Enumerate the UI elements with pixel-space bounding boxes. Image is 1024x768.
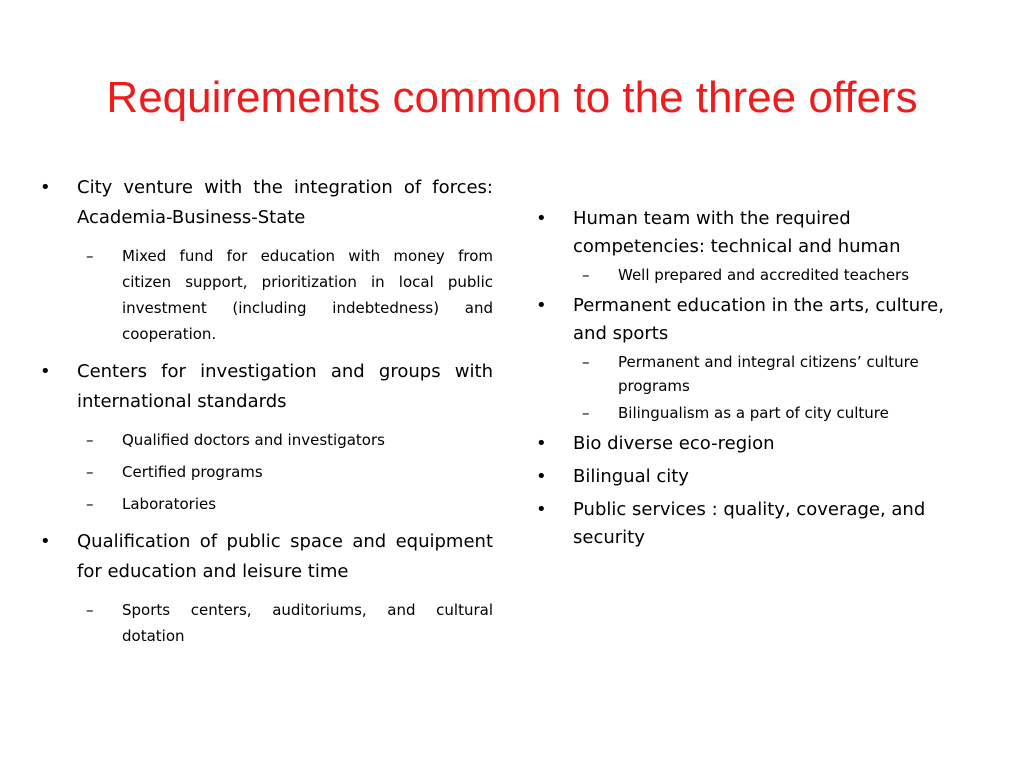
left-sub-text: Mixed fund for education with money from citizen support, prioritization in local public investment (including indebtedness) and cooperation. [122,247,493,343]
dash-icon: – [86,601,94,619]
dash-icon: – [86,431,94,449]
dash-icon: – [582,404,590,422]
left-sub-text: Laboratories [122,495,217,513]
dash-icon: – [582,353,590,371]
left-sub-text: Certified programs [122,463,263,481]
dash-icon: – [86,247,94,265]
bullet-icon: • [40,531,51,552]
right-bullet-item [536,463,964,491]
left-sub-text: Qualified doctors and investigators [122,431,385,449]
left-sub-list [77,427,493,517]
right-sub-list [573,350,964,425]
right-sub-item [573,401,964,425]
right-bullet-text: Bilingual city [573,466,689,487]
right-sub-item [573,263,964,287]
left-bullet-text: Centers for investigation and groups with international standards [77,361,493,412]
left-sub-item [77,427,493,453]
right-bullet-text: Bio diverse eco-region [573,433,775,454]
left-sub-list [77,597,493,649]
left-sub-text: Sports centers, auditoriums, and cultural dotation [122,601,493,645]
left-sub-item [77,597,493,649]
bullet-icon: • [40,361,51,382]
right-bullet-text: Public services : quality, coverage, and security [573,499,926,548]
right-sub-text: Permanent and integral citizens’ culture programs [618,353,919,395]
right-sub-item [573,350,964,398]
bullet-icon: • [536,433,547,454]
left-sub-item [77,243,493,347]
dash-icon: – [86,495,94,513]
left-bullet-list [40,173,493,649]
right-bullet-text: Human team with the required competencies: technical and human [573,208,901,257]
left-bullet-item [40,357,493,517]
left-sub-list [77,243,493,347]
dash-icon: – [582,266,590,284]
right-sub-list [573,263,964,287]
left-bullet-text: Qualification of public space and equipment for education and leisure time [77,531,493,582]
right-sub-text: Bilingualism as a part of city culture [618,404,889,422]
right-bullet-item [536,496,964,552]
right-bullet-item [536,205,964,287]
left-column [40,173,493,659]
left-sub-item [77,459,493,485]
right-column [536,205,964,557]
left-bullet-item [40,173,493,347]
slide-title: Requirements common to the three offers [106,73,918,122]
bullet-icon: • [536,466,547,487]
bullet-icon: • [536,295,547,316]
right-bullet-list [536,205,964,552]
right-sub-text: Well prepared and accredited teachers [618,266,910,284]
bullet-icon: • [536,499,547,520]
right-bullet-text: Permanent education in the arts, culture, and sports [573,295,944,344]
right-bullet-item [536,430,964,458]
dash-icon: – [86,463,94,481]
left-bullet-item [40,527,493,649]
left-bullet-text: City venture with the integration of forces: Academia-Business-State [77,177,493,228]
right-bullet-item [536,292,964,425]
left-sub-item [77,491,493,517]
bullet-icon: • [40,177,51,198]
bullet-icon: • [536,208,547,229]
